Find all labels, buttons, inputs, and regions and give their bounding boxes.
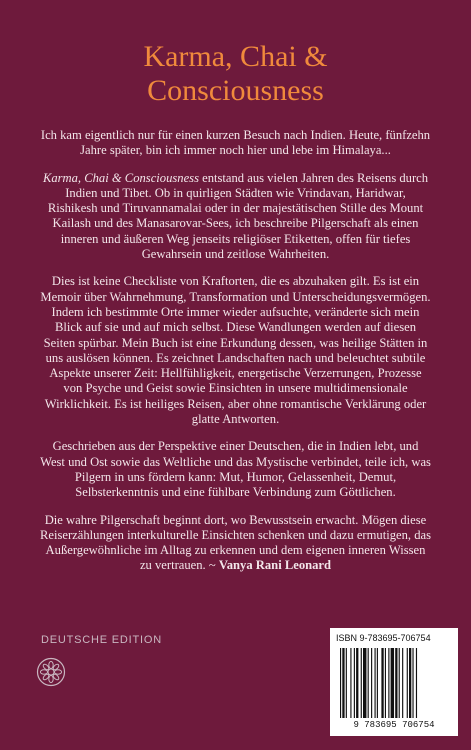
title-line-2: Consciousness (147, 74, 324, 107)
paragraph-perspective: Geschrieben aus der Perspektive einer Deutschen, die in Indien lebt, und West und Ost sowie das Weltliche und das Mystische verbindet, teile ich, was Pilgern in uns fördern kann: Mut, Humor, Gelassenheit, Demut, Selbsterkenntnis und eine fühlbare Verbindung zum Göttlichen. (40, 439, 431, 500)
paragraph-closing (40, 513, 431, 574)
book-title (0, 40, 471, 108)
lotus-circle-icon (36, 657, 66, 687)
paragraph-travel-text: entstand aus vielen Jahren des Reisens durch Indien und Tibet. Ob in quirligen Städten wie Vrindavan, Haridwar, Rishikesh und Tiruvannamalai oder in der majestätischen Stille des Mount Kailash und des Manasarovar-Sees, ich beschreibe Pilgerschaft als einen inneren und äußeren Weg jenseits religiöser Etiketten, offen für tiefes Gewahrsein und zeitlose Wahrheiten. (47, 170, 429, 262)
isbn-barcode (330, 628, 458, 736)
paragraph-travel (40, 171, 431, 263)
paragraph-memoir: Dies ist keine Checkliste von Kraftorten, die es abzuhaken gilt. Es ist ein Memoir über Wahrnehmung, Transformation und Unterscheidungsvermögen. Indem ich bestimmte Orte immer wieder aufsuchte, veränderte sich mein Blick auf sie und auf mich selbst. Diese Wandlungen werden auf diesen Seiten spürbar. Mein Buch ist eine Erkundung dessen, was heilige Stätten in uns auslösen können. Es zeichnet Landschaften nach und beleuchtet subtile Aspekte unserer Zeit: Hellfühligkeit, energetische Verzerrungen, Prozesse von Psyche und Geist sowie Einsichten in unsere multidimensionale Wirklichkeit. Es ist heiliges Reisen, aber ohne romantische Verklärung oder glatte Antworten. (40, 274, 431, 427)
inline-book-title: Karma, Chai & Consciousness (42, 170, 199, 185)
isbn-label: ISBN 9-783695-706754 (336, 633, 431, 643)
edition-label: DEUTSCHE EDITION (41, 634, 162, 646)
paragraph-intro: Ich kam eigentlich nur für einen kurzen Besuch nach Indien. Heute, fünfzehn Jahre später, bin ich immer noch hier und lebe im Himalaya... (40, 128, 431, 158)
barcode-bars (340, 648, 448, 718)
author-signature: Vanya Rani Leonard (218, 558, 332, 573)
isbn-digits: 9 783695 706754 (353, 720, 435, 730)
title-line-1: Karma, Chai & (143, 40, 328, 73)
closing-text: Die wahre Pilgerschaft beginnt dort, wo Bewusstsein erwacht. Mögen diese Reiserzählungen interkulturelle Einsichten schenken und dazu ermutigen, das Außergewöhnliche im Alltag zu erkennen und dem eigenen inneren Wissen zu vertrauen. ~ (40, 512, 431, 573)
back-cover-blurb (40, 128, 431, 586)
